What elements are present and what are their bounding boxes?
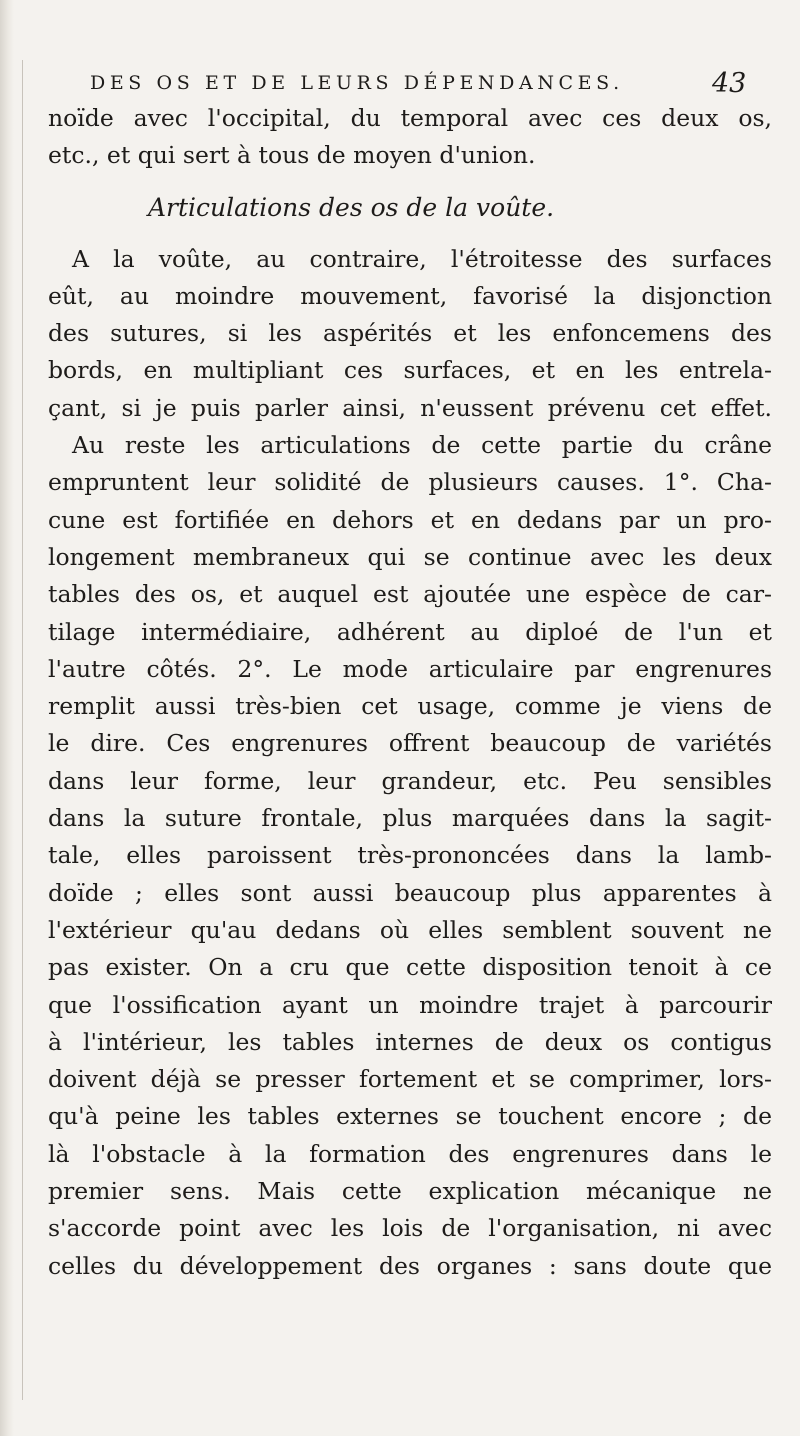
text-line: là l'obstacle à la formation des engrenures dans le <box>48 1139 772 1168</box>
text-line: eût, au moindre mouvement, favorisé la disjonction <box>48 281 772 310</box>
binding-gutter-line <box>22 60 23 1400</box>
text-line: bords, en multipliant ces surfaces, et en les entrela- <box>48 356 772 385</box>
section-title: Articulations des os de la voûte. <box>148 192 555 222</box>
page-number: 43 <box>712 68 747 99</box>
running-title: DES OS ET DE LEURS DÉPENDANCES. <box>90 72 624 94</box>
text-line: çant, si je puis parler ainsi, n'eussent prévenu cet effet. <box>48 393 772 422</box>
text-line: qu'à peine les tables externes se touchent encore ; de <box>48 1102 772 1131</box>
text-line: celles du développement des organes : sans doute que <box>48 1251 772 1280</box>
text-line: que l'ossification ayant un moindre trajet à parcourir <box>48 990 772 1019</box>
text-line: l'autre côtés. 2°. Le mode articulaire par engrenures <box>48 654 772 683</box>
text-line: tale, elles paroissent très-prononcées dans la lamb- <box>48 841 772 870</box>
text-line: dans la suture frontale, plus marquées dans la sagit- <box>48 804 772 833</box>
text-line: longement membraneux qui se continue avec les deux <box>48 542 772 571</box>
text-line: etc., et qui sert à tous de moyen d'union. <box>48 141 536 170</box>
text-line: pas exister. On a cru que cette disposition tenoit à ce <box>48 953 772 982</box>
text-line: doïde ; elles sont aussi beaucoup plus apparentes à <box>48 878 772 907</box>
page-left-edge <box>0 0 14 1436</box>
text-line: noïde avec l'occipital, du temporal avec ces deux os, <box>48 104 772 132</box>
text-line: cune est fortifiée en dehors et en dedans par un pro- <box>48 505 772 534</box>
text-line: empruntent leur solidité de plusieurs causes. 1°. Cha- <box>48 468 772 497</box>
text-line: dans leur forme, leur grandeur, etc. Peu sensibles <box>48 766 772 795</box>
text-line: doivent déjà se presser fortement et se comprimer, lors- <box>48 1065 772 1094</box>
text-line: l'extérieur qu'au dedans où elles semblent souvent ne <box>48 915 772 944</box>
text-line: remplit aussi très-bien cet usage, comme je viens de <box>48 692 772 721</box>
text-line: le dire. Ces engrenures offrent beaucoup de variétés <box>48 729 772 758</box>
page-body <box>48 100 772 1285</box>
text-line: à l'intérieur, les tables internes de deux os contigus <box>48 1027 772 1056</box>
text-line: tilage intermédiaire, adhérent au diploé de l'un et <box>48 617 772 646</box>
text-line: des sutures, si les aspérités et les enfoncemens des <box>48 319 772 348</box>
text-line: Au reste les articulations de cette partie du crâne <box>72 431 772 460</box>
text-line: premier sens. Mais cette explication mécanique ne <box>48 1177 772 1206</box>
text-line: s'accorde point avec les lois de l'organisation, ni avec <box>48 1214 772 1243</box>
text-line: A la voûte, au contraire, l'étroitesse des surfaces <box>72 244 772 273</box>
text-line: tables des os, et auquel est ajoutée une espèce de car- <box>48 580 772 609</box>
